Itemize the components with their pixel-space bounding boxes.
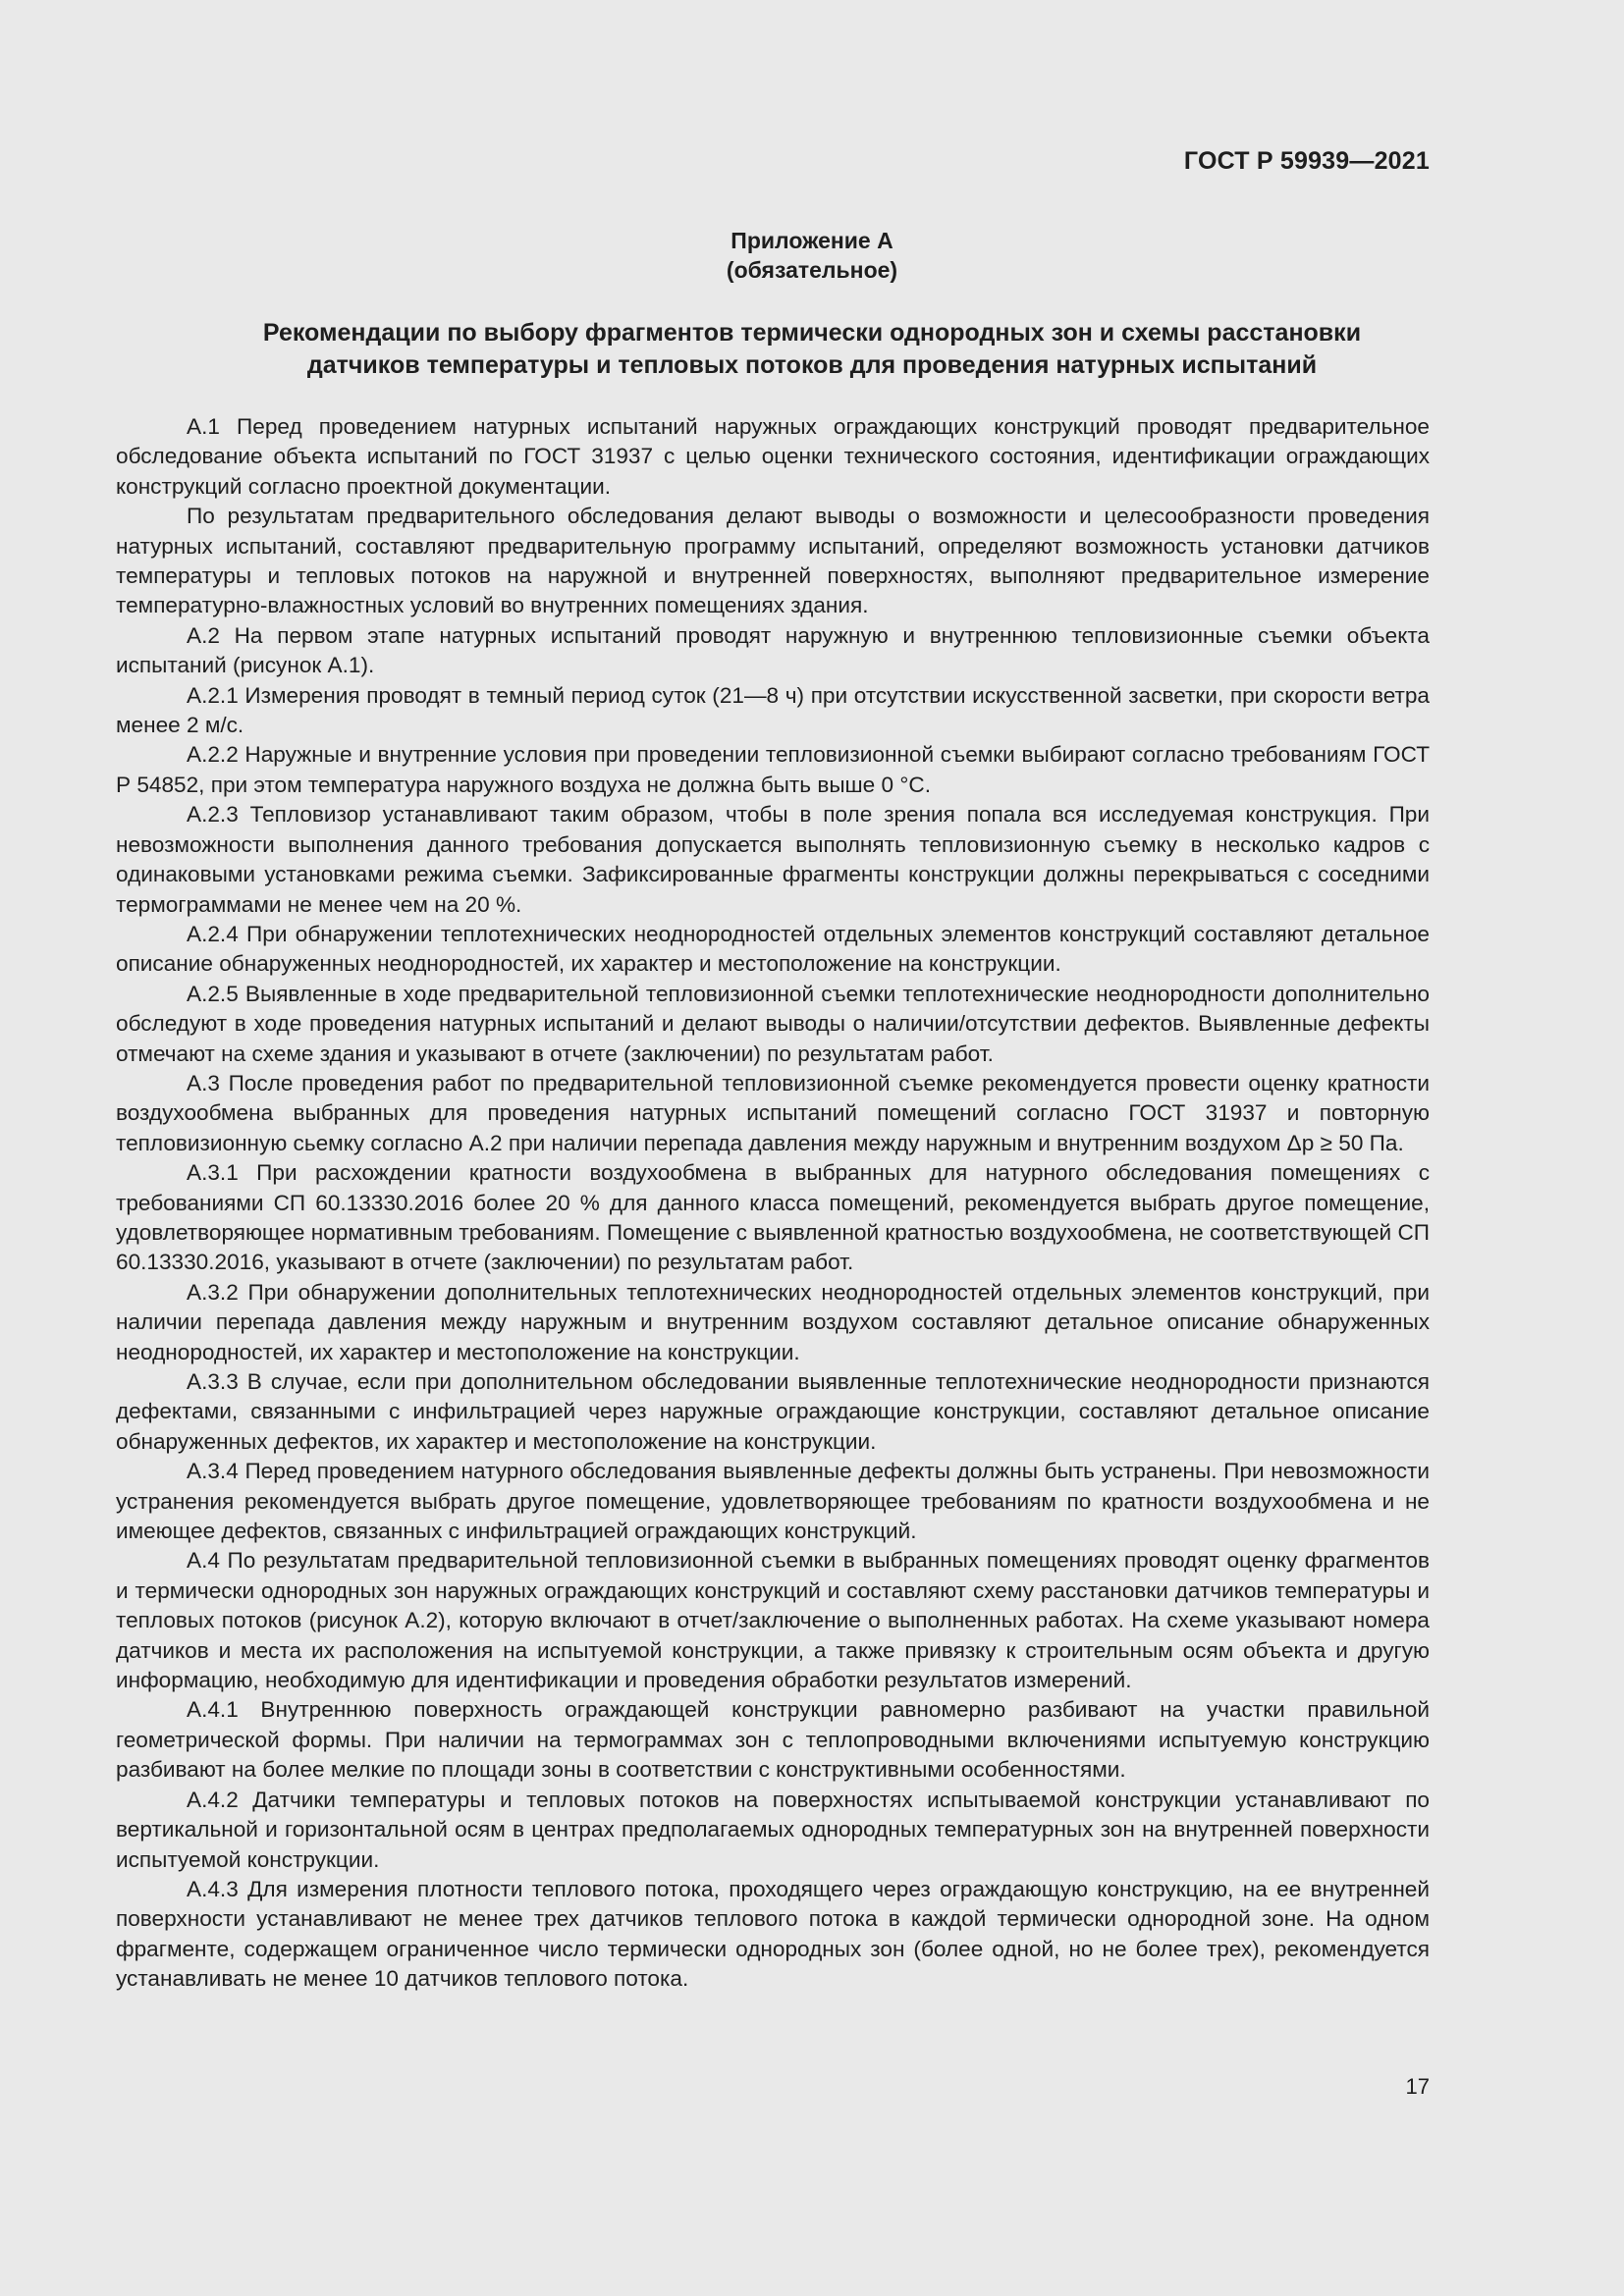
paragraph: А.2.4 При обнаружении теплотехнических неоднородностей отдельных элементов конструкций составляют детальное описание обнаруженных неоднородностей, их характер и местоположение на конструкции. <box>116 921 1430 977</box>
section-title-line-1: Рекомендации по выбору фрагментов термически однородных зон и схемы расстановки <box>262 319 1362 347</box>
section-title <box>147 317 1477 382</box>
paragraph: А.3.2 При обнаружении дополнительных теплотехнических неоднородностей отдельных элементов конструкций, при наличии перепада давления между наружным и внутренним воздухом составляют детальное описание обнаруженных неоднородностей, их характер и местоположение на конструкции. <box>116 1279 1430 1364</box>
paragraph: А.4.2 Датчики температуры и тепловых потоков на поверхностях испытываемой конструкции устанавливают по вертикальной и горизонтальной осям в центрах предполагаемых однородных температурных зон на внутренней поверхности испытуемой конструкции. <box>116 1787 1430 1872</box>
paragraph: А.2.2 Наружные и внутренние условия при проведении тепловизионной съемки выбирают согласно требованиям ГОСТ Р 54852, при этом температура наружного воздуха не должна быть выше 0 °С. <box>116 742 1430 797</box>
paragraph: А.2 На первом этапе натурных испытаний проводят наружную и внутреннюю тепловизионные съемки объекта испытаний (рисунок А.1). <box>116 622 1430 678</box>
page-number: 17 <box>1405 2074 1430 2099</box>
appendix-status: (обязательное) <box>726 257 898 283</box>
paragraph: А.2.1 Измерения проводят в темный период суток (21—8 ч) при отсутствии искусственной засветки, при скорости ветра менее 2 м/с. <box>116 682 1430 738</box>
paragraph: А.4.1 Внутреннюю поверхность ограждающей конструкции равномерно разбивают на участки правильной геометрической формы. При наличии на термограммах зон с теплопроводными включениями испытуемую конструкцию разбивают на более мелкие по площади зоны в соответствии с конструктивными особенностями. <box>116 1697 1430 1783</box>
paragraph: А.3.4 Перед проведением натурного обследования выявленные дефекты должны быть устранены. При невозможности устранения рекомендуется выбрать другое помещение, удовлетворяющее требованиям по кратности воздухообмена и не имеющее дефектов, связанных с инфильтрацией ограждающих конструкций. <box>116 1459 1430 1544</box>
paragraph: А.3.3 В случае, если при дополнительном обследовании выявленные теплотехнические неоднородности признаются дефектами, связанными с инфильтрацией через наружные ограждающие конструкции, составляют детальное описание обнаруженных дефектов, их характер и местоположение на конструкции. <box>116 1369 1430 1454</box>
section-title-line-2: датчиков температуры и тепловых потоков для проведения натурных испытаний <box>306 351 1318 379</box>
appendix-label: Приложение А <box>731 228 893 253</box>
paragraph: А.4 По результатам предварительной тепловизионной съемки в выбранных помещениях проводят оценку фрагментов и термически однородных зон наружных ограждающих конструкций и составляют схему расстановки датчиков температуры и тепловых потоков (рисунок А.2), которую включают в отчет/заключение о выполненных работах. На схеме указывают номера датчиков и места их расположения на испытуемой конструкции, а также привязку к строительным осям объекта и другую информацию, необходимую для идентификации и проведения обработки результатов измерений. <box>116 1548 1430 1693</box>
paragraph: А.2.3 Тепловизор устанавливают таким образом, чтобы в поле зрения попала вся исследуемая конструкция. При невозможности выполнения данного требования допускается выполнять тепловизионную съемку в несколько кадров с одинаковыми установками режима съемки. Зафиксированные фрагменты конструкции должны перекрываться с соседними термограммами не менее чем на 20 %. <box>116 802 1430 917</box>
document-body <box>116 412 1430 1995</box>
paragraph: А.3.1 При расхождении кратности воздухообмена в выбранных для натурного обследования помещениях с требованиями СП 60.13330.2016 более 20 % для данного класса помещений, рекомендуется выбрать другое помещение, удовлетворяющее нормативным требованиям. Помещение с выявленной кратностью воздухообмена, не соответствующей СП 60.13330.2016, указывают в отчете (заключении) по результатам работ. <box>116 1160 1430 1275</box>
paragraph: А.2.5 Выявленные в ходе предварительной тепловизионной съемки теплотехнические неоднородности дополнительно обследуют в ходе проведения натурных испытаний и делают выводы о наличии/отсутствии дефектов. Выявленные дефекты отмечают на схеме здания и указывают в отчете (заключении) по результатам работ. <box>116 981 1430 1066</box>
paragraph: А.4.3 Для измерения плотности теплового потока, проходящего через ограждающую конструкцию, на ее внутренней поверхности устанавливают не менее трех датчиков теплового потока в каждой термически однородной зоне. На одном фрагменте, содержащем ограниченное число термически однородных зон (более одной, но не более трех), рекомендуется устанавливать не менее 10 датчиков теплового потока. <box>116 1876 1430 1992</box>
appendix-heading <box>0 226 1624 285</box>
paragraph: А.3 После проведения работ по предварительной тепловизионной съемке рекомендуется провести оценку кратности воздухообмена выбранных для проведения натурных испытаний помещений согласно ГОСТ 31937 и повторную тепловизионную сьемку согласно А.2 при наличии перепада давления между наружным и внутренним воздухом Δp ≥ 50 Па. <box>116 1070 1430 1155</box>
document-number: ГОСТ Р 59939—2021 <box>1183 147 1430 175</box>
paragraph: По результатам предварительного обследования делают выводы о возможности и целесообразности проведения натурных испытаний, составляют предварительную программу испытаний, определяют возможность установки датчиков температуры и тепловых потоков на наружной и внутренней поверхностях, выполняют предварительное измерение температурно-влажностных условий во внутренних помещениях здания. <box>116 504 1430 618</box>
paragraph: А.1 Перед проведением натурных испытаний наружных ограждающих конструкций проводят предварительное обследование объекта испытаний по ГОСТ 31937 с целью оценки технического состояния, идентификации ограждающих конструкций согласно проектной документации. <box>116 414 1430 499</box>
